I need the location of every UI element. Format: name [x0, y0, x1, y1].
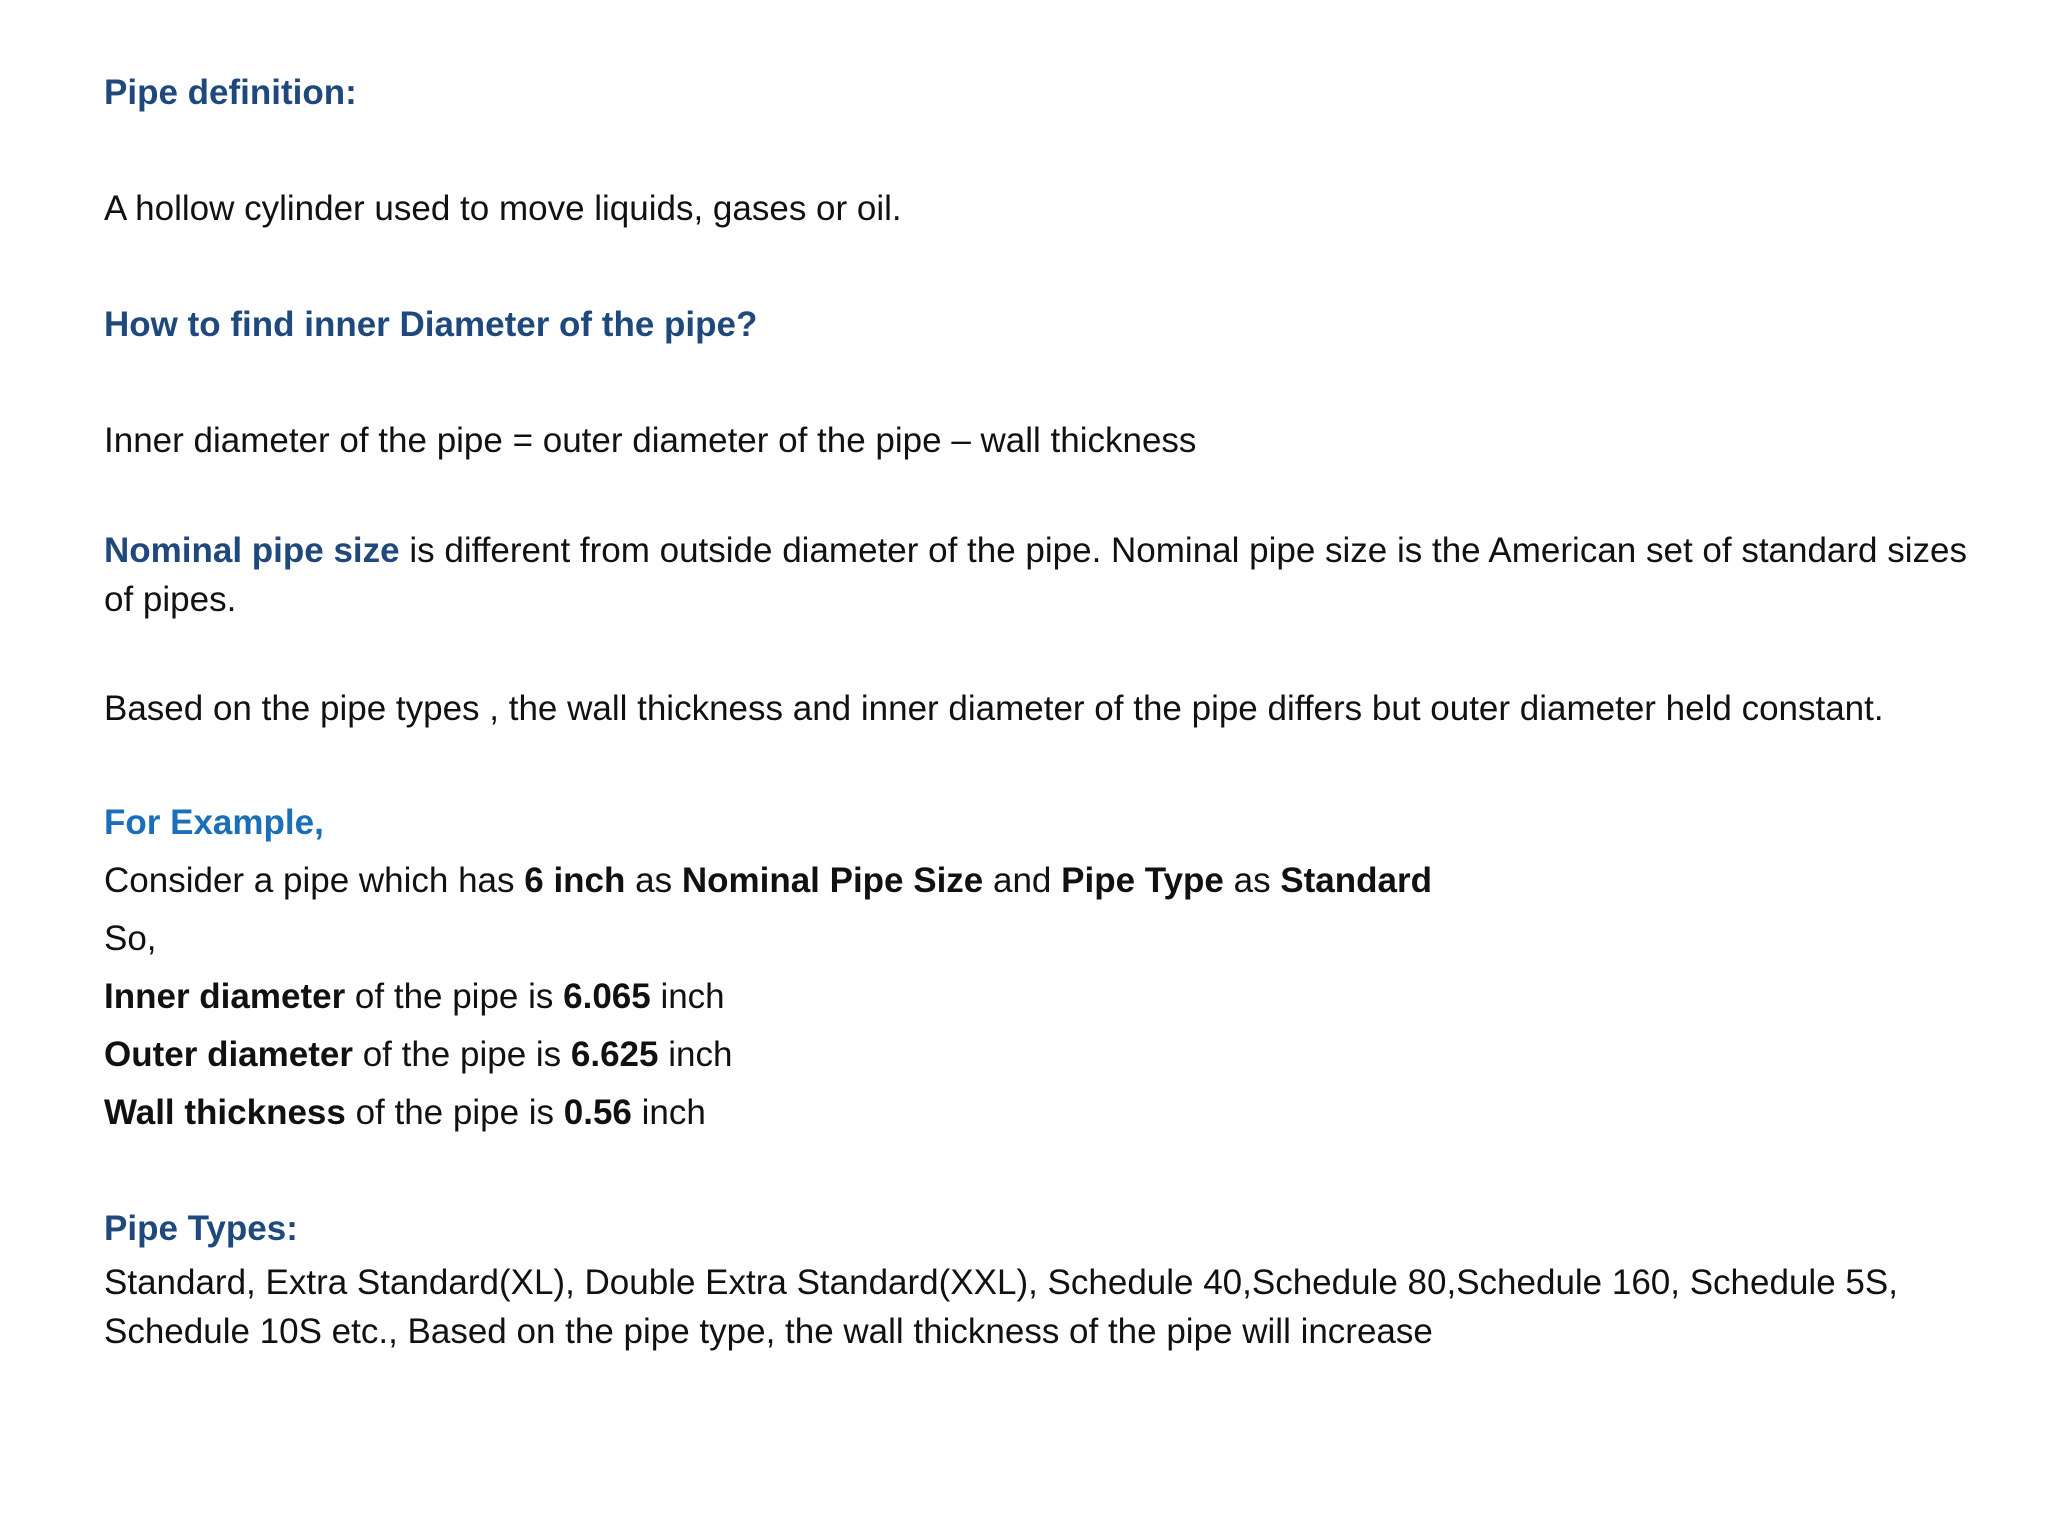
inner-diameter-formula: Inner diameter of the pipe = outer diameter of the pipe – wall thickness	[104, 421, 1197, 460]
consider-and: and	[983, 861, 1062, 900]
consider-prefix: Consider a pipe which has	[104, 861, 525, 900]
pipe-type-value: Standard	[1280, 861, 1432, 900]
inner-diameter-mid: of the pipe is	[345, 977, 564, 1016]
consider-as-1: as	[625, 861, 682, 900]
pipe-types-constant-paragraph: Based on the pipe types , the wall thickness and inner diameter of the pipe differs but outer diameter held constant.	[104, 689, 1884, 728]
wall-thickness-value: 0.56	[563, 1093, 632, 1132]
example-so-line: So,	[104, 919, 157, 958]
nps-label: Nominal Pipe Size	[681, 861, 984, 900]
wall-thickness-mid: of the pipe is	[345, 1093, 564, 1132]
pipe-definition-text: A hollow cylinder used to move liquids, gases or oil.	[104, 189, 902, 228]
nominal-pipe-size-description: is different from outside diameter of the pipe. Nominal pipe size is the American set of standard sizes of pipes.	[104, 531, 1967, 619]
pipe-type-label: Pipe Type	[1061, 861, 1224, 900]
outer-diameter-label: Outer diameter	[104, 1035, 353, 1074]
example-consider-line	[104, 852, 2008, 910]
nominal-pipe-size-term: Nominal pipe size	[104, 531, 400, 570]
inner-diameter-line	[104, 968, 2008, 1026]
pipe-definition-heading: Pipe definition:	[104, 73, 357, 112]
example-size: 6 inch	[524, 861, 626, 900]
example-heading: For Example,	[104, 803, 324, 842]
wall-thickness-label: Wall thickness	[104, 1093, 346, 1132]
inner-diameter-unit: inch	[650, 977, 725, 1016]
wall-thickness-line	[104, 1084, 2008, 1142]
outer-diameter-mid: of the pipe is	[352, 1035, 571, 1074]
inner-diameter-heading: How to find inner Diameter of the pipe?	[104, 305, 758, 344]
outer-diameter-unit: inch	[658, 1035, 733, 1074]
pipe-types-heading: Pipe Types:	[104, 1209, 298, 1248]
consider-as-2: as	[1223, 861, 1281, 900]
nominal-pipe-size-paragraph	[104, 526, 2004, 624]
pipe-types-text: Standard, Extra Standard(XL), Double Extra Standard(XXL), Schedule 40,Schedule 80,Schedule 160, Schedule 5S, Schedule 10S etc., Based on the pipe type, the wall thickness of the pipe will increase	[104, 1263, 1898, 1351]
inner-diameter-value: 6.065	[563, 977, 651, 1016]
outer-diameter-value: 6.625	[570, 1035, 659, 1074]
outer-diameter-line	[104, 1026, 2008, 1084]
wall-thickness-unit: inch	[631, 1093, 706, 1132]
inner-diameter-label: Inner diameter	[104, 977, 346, 1016]
